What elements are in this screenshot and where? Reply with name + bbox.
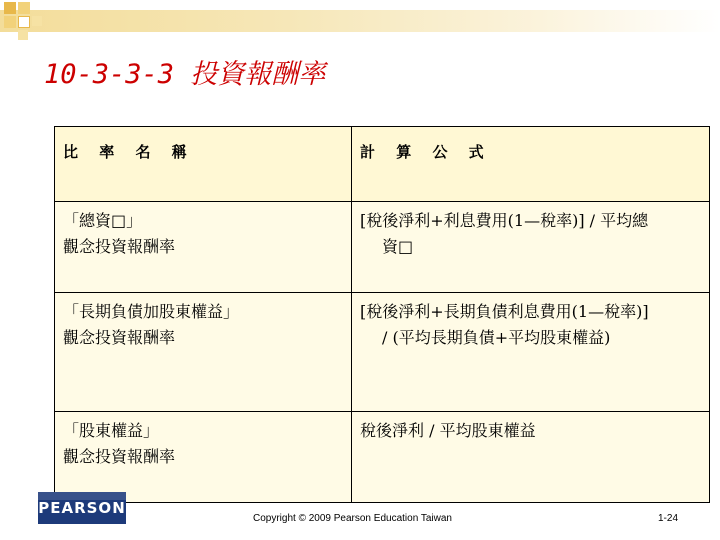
top-decoration-bar [0, 10, 720, 32]
formula-line1: 稅後淨利 / 平均股東權益 [360, 421, 536, 440]
ratio-name-cell [55, 202, 352, 293]
slide-title: 10-3-3-3 投資報酬率 [44, 59, 326, 90]
ratio-name-line2: 觀念投資報酬率 [63, 328, 176, 347]
ratio-name-line1: 「總資□」 [63, 211, 143, 230]
table-header-row [55, 127, 710, 202]
formula-line2: 資□ [382, 237, 414, 256]
table-row [55, 293, 710, 412]
ratio-name-cell [55, 412, 352, 503]
header-formula: 計 算 公 式 [352, 127, 710, 202]
corner-squares-decoration [0, 0, 60, 50]
table-row [55, 412, 710, 503]
ratio-name-line1: 「股東權益」 [63, 421, 160, 440]
formula-cell [352, 202, 710, 293]
formula-cell [352, 412, 710, 503]
ratio-name-line2: 觀念投資報酬率 [63, 237, 176, 256]
formula-line1: [稅後淨利+利息費用(1—稅率)] / 平均總 [360, 211, 649, 230]
page-number: 1-24 [658, 513, 679, 524]
ratio-name-cell [55, 293, 352, 412]
header-ratio-name: 比 率 名 稱 [55, 127, 352, 202]
pearson-logo: PEARSON [38, 492, 126, 524]
ratio-name-line2: 觀念投資報酬率 [63, 447, 176, 466]
formula-line1: [稅後淨利+長期負債利息費用(1—稅率)] [360, 302, 649, 321]
formula-line2: / (平均長期負債+平均股東權益) [382, 328, 611, 347]
copyright-text: Copyright © 2009 Pearson Education Taiwan [253, 513, 452, 524]
ratio-name-line1: 「長期負債加股東權益」 [63, 302, 240, 321]
formula-cell [352, 293, 710, 412]
table-row [55, 202, 710, 293]
ratio-table [54, 126, 710, 503]
